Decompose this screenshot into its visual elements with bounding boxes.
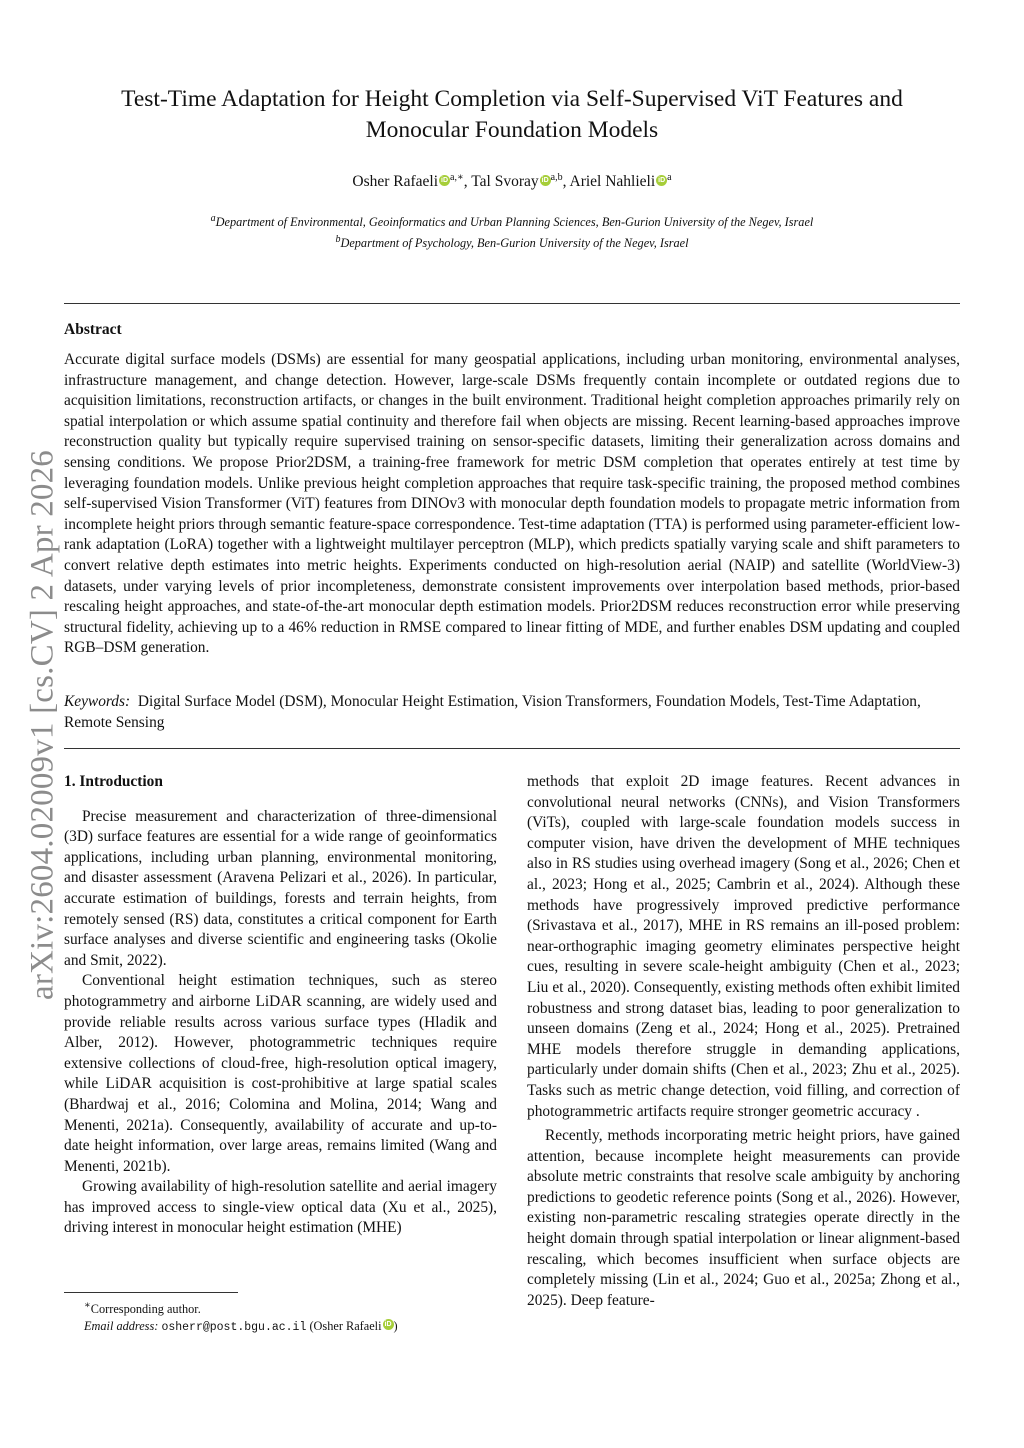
affiliation-b	[64, 231, 960, 252]
orcid-icon[interactable]: iD	[658, 177, 666, 185]
email-address[interactable]: osherr@post.bgu.ac.il	[161, 1321, 307, 1335]
right-column	[527, 772, 960, 1311]
footnote	[64, 1297, 398, 1336]
affiliation-mark: a	[210, 213, 216, 224]
orcid-icon[interactable]: iD	[384, 1321, 392, 1329]
author-list: Osher Rafaeli iD $^{a,∗}$, Tal Svoray iD $^{a,b}$, Ariel Nahlieli iD $^a$	[352, 172, 672, 191]
title-line-2: Monocular Foundation Models	[365, 117, 659, 143]
affiliation-mark: b	[335, 234, 341, 246]
orcid-icon[interactable]: iD	[541, 177, 549, 185]
title-line-1: Test-Time Adaptation for Height Completion via Self-Supervised ViT Features and	[121, 86, 903, 112]
keywords	[64, 692, 960, 733]
arxiv-identifier: arXiv:2604.02009v1 [cs.CV] 2 Apr 2026	[24, 449, 61, 1001]
body-paragraph: Conventional height estimation techniques, such as stereo photogrammetry and airborne LiDAR scanning, are widely used and provide reliable results across various surface types (Hladik and Alber, 2012). However, photogrammetric techniques require extensive collections of cloud-free, high-resolution optical imagery, while LiDAR acquisition is cost-prohibitive at large spatial scales (Bhardwaj et al., 2016; Colomina and Molina, 2014; Wang and Menenti, 2021a). Consequently, availability of accurate and up-to-date height information, over large areas, remains limited (Wang and Menenti, 2021b).	[64, 972, 497, 1175]
affiliations	[64, 210, 960, 252]
paper-title	[64, 84, 960, 146]
left-column	[64, 772, 497, 1239]
author-affil-mark: a,∗	[450, 172, 464, 183]
abstract-heading: Abstract	[64, 321, 122, 338]
abstract-text: Accurate digital surface models (DSMs) are essential for many geospatial applications, including urban monitoring, environmental analyses, infrastructure management, and change detection. However, large-scale DSMs frequently contain incomplete or outdated regions due to acquisition limitations, reconstruction artifacts, or changes in the built environment. Traditional height completion approaches primarily rely on spatial interpolation or which assume spatial continuity and therefore fail when objects are missing. Recent learning-based approaches improve reconstruction quality but typically require supervised training on sensor-specific datasets, limiting their generalization across domains and sensing conditions. We propose Prior2DSM, a training-free framework for metric DSM completion that operates entirely at test time by leveraging foundation models. Unlike previous height completion approaches that require task-specific training, the proposed method combines self-supervised Vision Transformer (ViT) features from DINOv3 with monocular depth foundation models to propagate metric information from incomplete height priors through semantic feature-space correspondence. Test-time adaptation (TTA) is performed using parameter-efficient low-rank adaptation (LoRA) together with a lightweight multilayer perceptron (MLP), which predicts spatially varying scale and shift parameters to convert relative depth estimates into metric heights. Experiments conducted on high-resolution aerial (NAIP) and satellite (WorldView-3) datasets, under varying levels of prior incompleteness, demonstrate consistent improvements over interpolation based methods, prior-based rescaling height approaches, and state-of-the-art monocular depth estimation models. Prior2DSM reduces reconstruction error while preserving structural fidelity, achieving up to a 46% reduction in RMSE compared to linear fitting of MDE, and further enables DSM updating and coupled RGB–DSM generation.	[64, 351, 960, 657]
author-name: Osher Rafaeli	[352, 173, 439, 191]
footnote-corresponding	[64, 1297, 398, 1318]
affiliation-text: Department of Environmental, Geoinformatics and Urban Planning Sciences, Ben-Gurion University of the Negev, Israel	[215, 215, 814, 230]
body-paragraph: Precise measurement and characterization of three-dimensional (3D) surface features are essential for a wide range of geoinformatics applications, including urban planning, environmental monitoring, and disaster assessment (Aravena Pelizari et al., 2026). In particular, accurate estimation of buildings, forests and terrain heights, from remotely sensed (RS) data, constitutes a critical component for Earth surface analyses and diverse scientific and engineering tasks (Okolie and Smit, 2022).	[64, 807, 497, 969]
affiliation-text: Department of Psychology, Ben-Gurion University of the Negev, Israel	[340, 236, 689, 251]
body-paragraph: Recently, methods incorporating metric height priors, have gained attention, because incomplete height measurements can provide absolute metric constraints that resolve scale ambiguity by anchoring predictions to geodetic reference points (Song et al., 2026). However, existing non-parametric rescaling strategies operate directly in the height domain through spatial interpolation or linear alignment-based rescaling, which becomes insufficient when surface objects are completely missing (Lin et al., 2024; Guo et al., 2025a; Zhong et al., 2025). Deep feature-	[527, 1127, 960, 1309]
top-divider	[64, 303, 960, 304]
author-name: Ariel Nahlieli	[569, 173, 656, 191]
section-heading-introduction: 1. Introduction	[64, 773, 163, 790]
footnote-divider	[64, 1292, 238, 1293]
body-paragraph: methods that exploit 2D image features. Recent advances in convolutional neural networks (CNNs), and Vision Transformers (ViTs), coupled with large-scale foundation models success in computer vision, have driven the development of MHE techniques also in RS studies using overhead imagery (Song et al., 2026; Chen et al., 2023; Hong et al., 2025; Cambrin et al., 2024). Although these methods have progressively improved predictive performance (Srivastava et al., 2017), MHE in RS remains an ill-posed problem: near-orthographic imaging geometry eliminates perspective height cues, resulting in severe scale-height ambiguity (Chen et al., 2023; Liu et al., 2020). Consequently, existing methods often exhibit limited robustness and strong dataset bias, leading to poor generalization to unseen domains (Zeng et al., 2024; Hong et al., 2025). Pretrained MHE models therefore struggle in demanding applications, particularly under domain shifts (Chen et al., 2023; Zhu et al., 2025). Tasks such as metric change detection, void filling, and correction of photogrammetric artifacts require stronger geometric accuracy .	[527, 773, 960, 1120]
footnote-corresponding-text: Corresponding author.	[90, 1302, 201, 1317]
author-affil-mark: a,b	[550, 172, 563, 183]
orcid-icon[interactable]: iD	[441, 177, 449, 185]
affiliation-a	[64, 210, 960, 231]
keywords-text: Digital Surface Model (DSM), Monocular Height Estimation, Vision Transformers, Foundation Models, Test-Time Adaptation, Remote Sensing	[64, 693, 921, 731]
email-owner: (Osher Rafaeli	[309, 1319, 382, 1334]
footnote-email: Email address: osherr@post.bgu.ac.il (Osher Rafaeli iD )	[84, 1319, 398, 1335]
footnote-mark: ∗	[84, 1300, 91, 1311]
email-label: Email address:	[84, 1319, 159, 1334]
body-paragraph: Growing availability of high-resolution satellite and aerial imagery has improved access to single-view optical data (Xu et al., 2025), driving interest in monocular height estimation (MHE)	[64, 1178, 497, 1237]
author-name: Tal Svoray	[471, 173, 539, 191]
abstract-divider	[64, 748, 960, 749]
keywords-label: Keywords:	[64, 693, 131, 710]
author-affil-mark: a	[667, 172, 672, 183]
